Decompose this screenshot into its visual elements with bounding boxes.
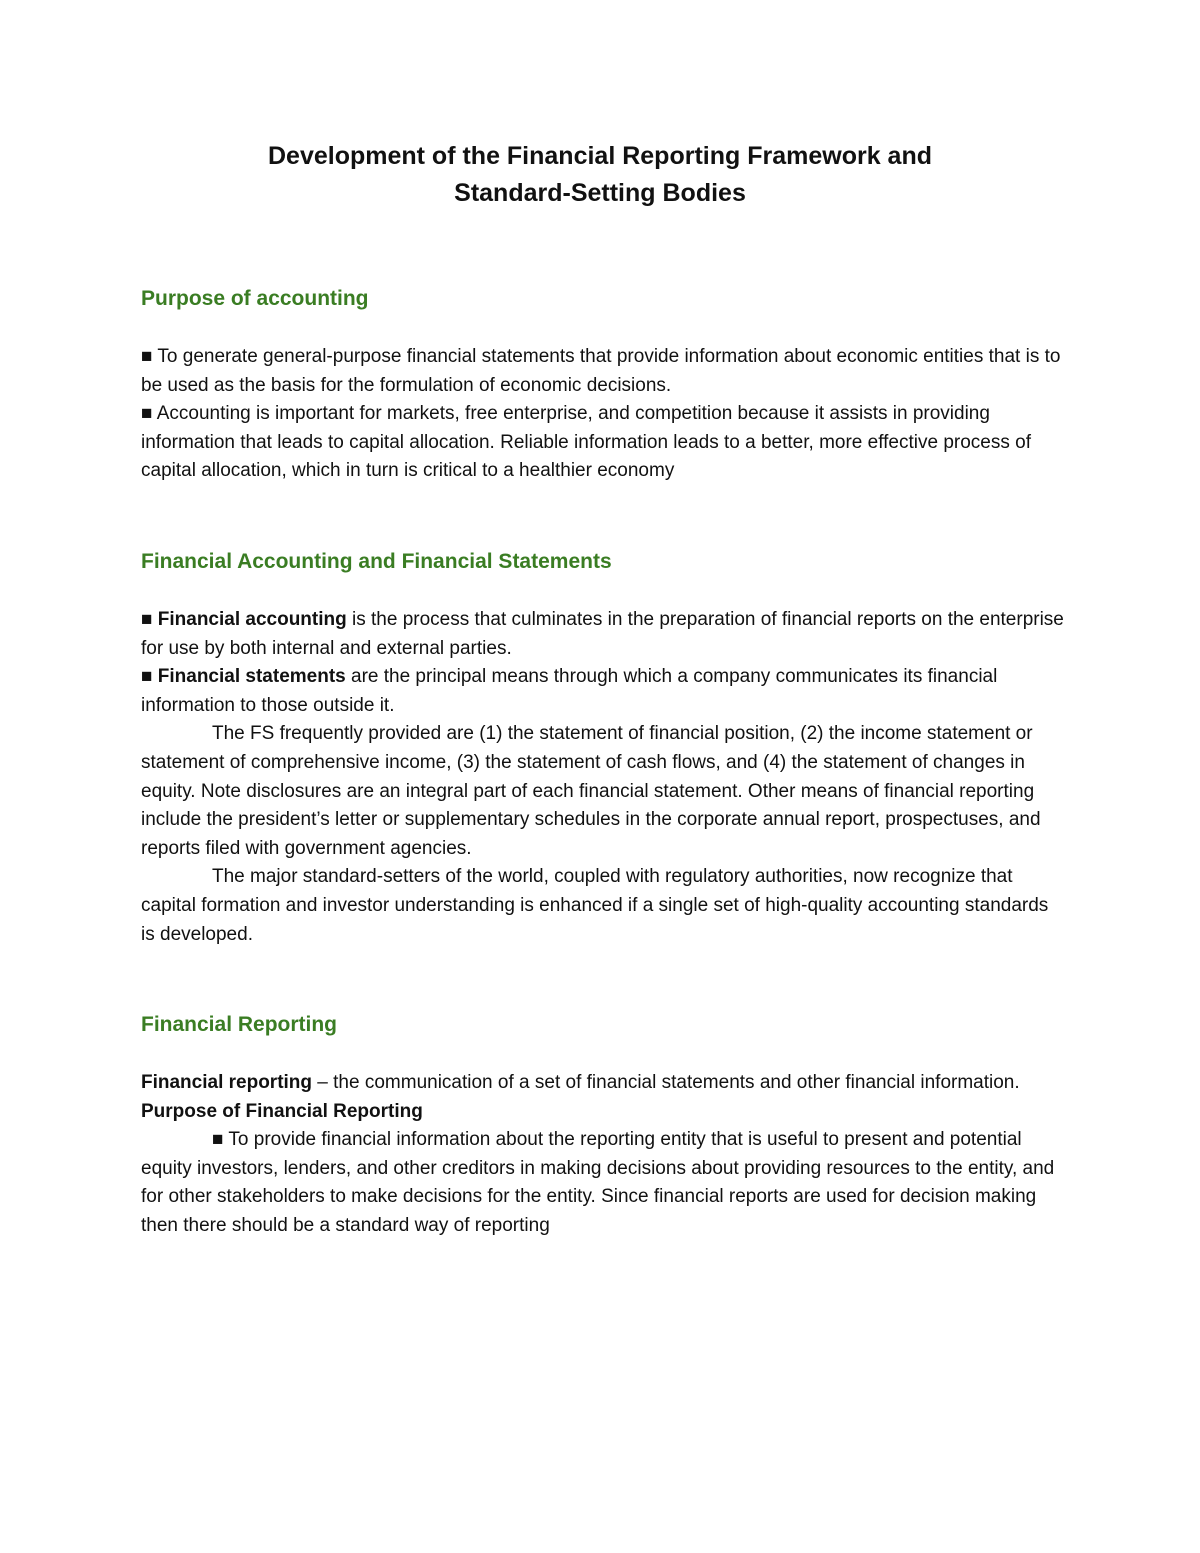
paragraph: The FS frequently provided are (1) the statement of financial position, (2) the income statement or statement of comprehensive income, (3) the statement of cash flows, and (4) the statement of changes in equity. Note disclosures are an integral part of each financial statement. Other means of financial reporting include the president’s letter or supplementary schedules in the corporate annual report, prospectuses, and reports filed with government agencies. bbox=[141, 723, 1041, 859]
bullet-paragraph bbox=[141, 606, 1066, 663]
term-description: are the principal means through which a company communicates its financial information to those outside it. bbox=[141, 666, 998, 716]
term-description: – the communication of a set of financial statements and other financial information. bbox=[312, 1072, 1020, 1094]
paragraph: ■ Accounting is important for markets, free enterprise, and competition because it assists in providing information that leads to capital allocation. Reliable information leads to a better, more effective process of capital allocation, which in turn is critical to a healthier economy bbox=[141, 403, 1031, 482]
section-heading-financial-reporting: Financial Reporting bbox=[141, 1013, 338, 1037]
section-body-financial-reporting bbox=[141, 1069, 1066, 1241]
term-financial-reporting: Financial reporting bbox=[141, 1072, 313, 1094]
paragraph: ■ To generate general-purpose financial statements that provide information about economic entities that is to be used as the basis for the formulation of economic decisions. bbox=[141, 346, 1061, 396]
document-page bbox=[141, 138, 1066, 1241]
subheading-purpose-of-financial-reporting: Purpose of Financial Reporting bbox=[141, 1100, 423, 1122]
title-line-1: Development of the Financial Reporting Framework and bbox=[268, 142, 932, 170]
definition-paragraph bbox=[141, 1069, 1066, 1098]
section-body-purpose-of-accounting bbox=[141, 343, 1066, 486]
bullet-paragraph bbox=[141, 663, 1066, 720]
section-body-financial-accounting-and-statements bbox=[141, 606, 1066, 949]
title-line-2: Standard-Setting Bodies bbox=[454, 179, 746, 207]
term-description: is the process that culminates in the preparation of financial reports on the enterprise for use by both internal and external parties. bbox=[141, 608, 1064, 659]
bullet-glyph: ■ bbox=[141, 608, 158, 630]
section-heading-purpose-of-accounting: Purpose of accounting bbox=[141, 287, 369, 310]
term-financial-accounting: Financial accounting bbox=[157, 608, 347, 630]
bullet-glyph: ■ bbox=[141, 666, 158, 688]
term-financial-statements: Financial statements bbox=[157, 666, 346, 688]
paragraph: ■ To provide financial information about the reporting entity that is useful to present and potential equity investors, lenders, and other creditors in making decisions about providing resources to the entity, and for other stakeholders to make decisions for the entity. Since financial reports are used for decision making then there should be a standard way of reporting bbox=[141, 1129, 1055, 1237]
document-title bbox=[141, 138, 1059, 212]
section-heading-financial-accounting-and-statements: Financial Accounting and Financial Statements bbox=[141, 549, 612, 573]
paragraph: The major standard-setters of the world, coupled with regulatory authorities, now recognize that capital formation and investor understanding is enhanced if a single set of high-quality accounting standards is developed. bbox=[141, 866, 1049, 945]
